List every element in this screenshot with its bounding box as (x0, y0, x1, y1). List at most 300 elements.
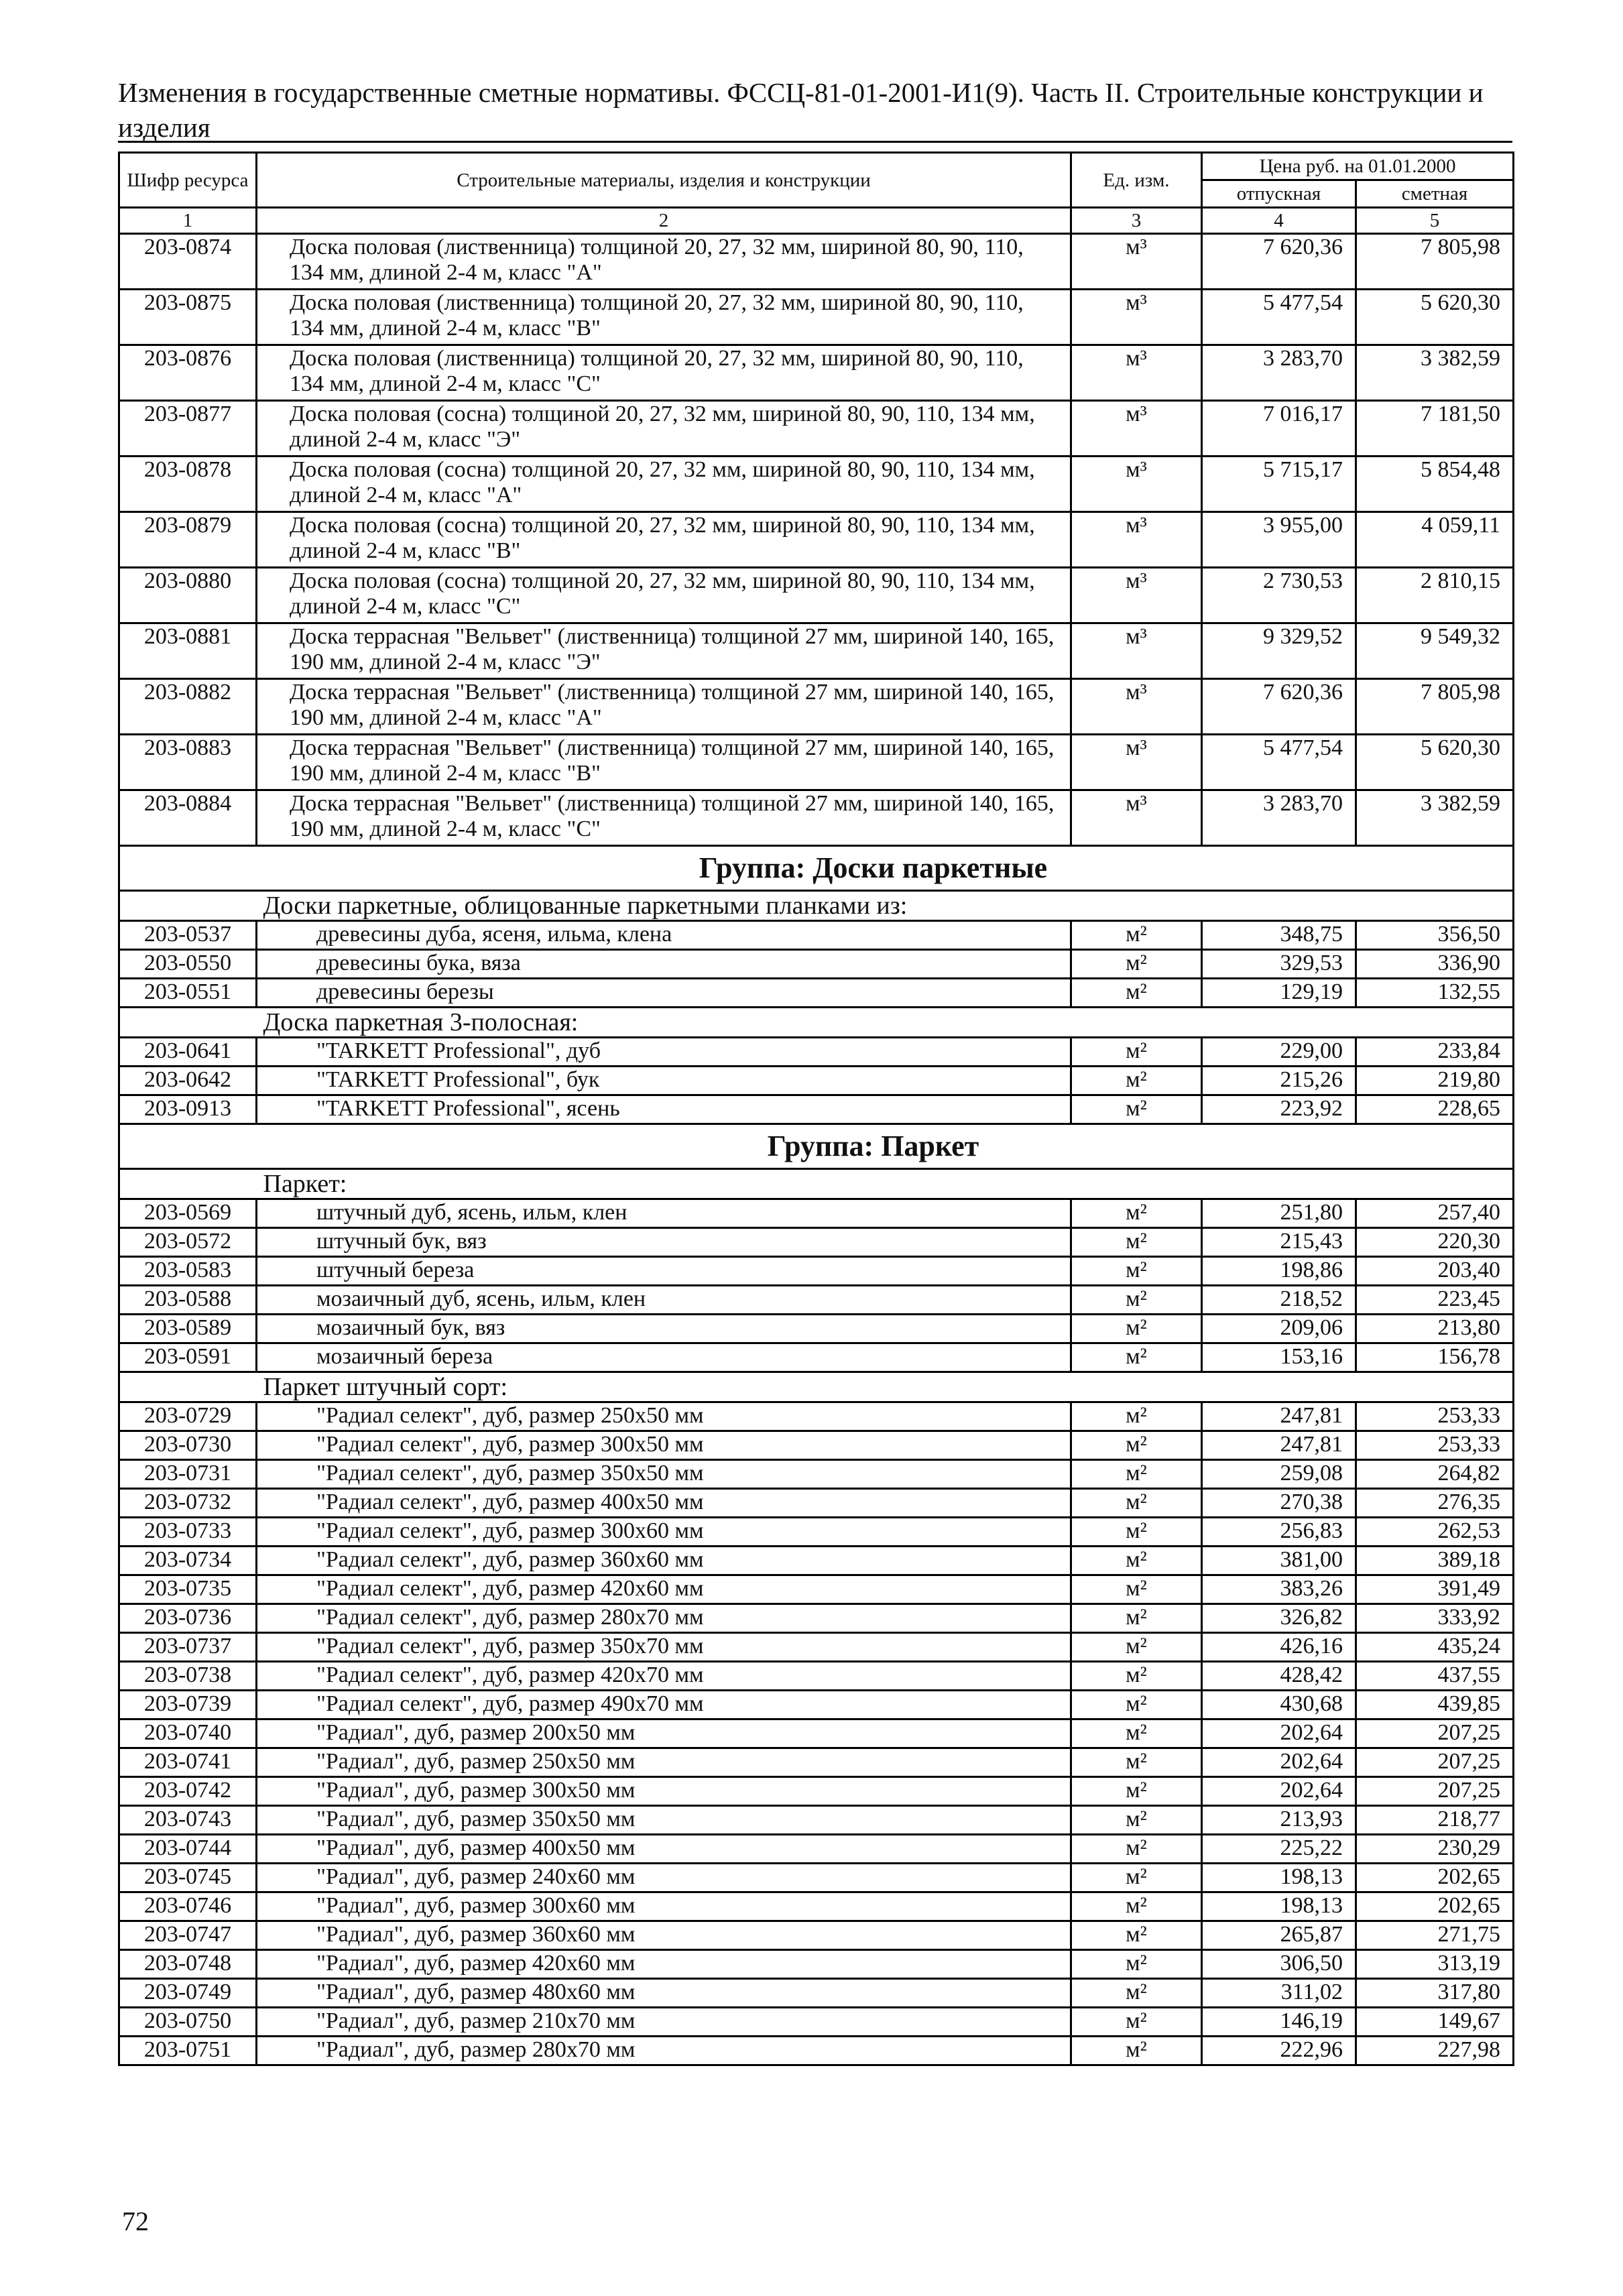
material-name: "Радиал", дуб, размер 250х50 мм (257, 1748, 1071, 1777)
unit-of-measure: м² (1071, 1460, 1202, 1489)
estimate-price: 317,80 (1356, 1979, 1514, 2008)
table-header-row (119, 153, 1514, 180)
unit-of-measure: м² (1071, 1067, 1202, 1095)
table-row (119, 568, 1514, 623)
estimate-price: 435,24 (1356, 1633, 1514, 1662)
release-price: 153,16 (1202, 1343, 1356, 1372)
resource-code: 203-0744 (119, 1835, 257, 1864)
estimate-price: 389,18 (1356, 1547, 1514, 1575)
resource-code: 203-0883 (119, 735, 257, 790)
column-number: 3 (1071, 208, 1202, 234)
subheading-spacer (119, 1008, 257, 1038)
unit-of-measure: м³ (1071, 568, 1202, 623)
table-row (119, 1921, 1514, 1950)
estimate-price: 2 810,15 (1356, 568, 1514, 623)
subheading-spacer (119, 891, 257, 921)
material-name: Доска половая (лиственница) толщиной 20, 27, 32 мм, шириной 80, 90, 110, 134 мм, длиной 2-4 м, класс "А" (257, 234, 1071, 290)
table-row (119, 1460, 1514, 1489)
resource-code: 203-0751 (119, 2037, 257, 2065)
table-row (119, 234, 1514, 290)
unit-of-measure: м³ (1071, 623, 1202, 679)
material-name: "Радиал селект", дуб, размер 250х50 мм (257, 1402, 1071, 1431)
material-name: древесины березы (257, 979, 1071, 1008)
estimate-price: 257,40 (1356, 1199, 1514, 1228)
table-row (119, 1575, 1514, 1604)
release-price: 223,92 (1202, 1095, 1356, 1124)
resource-code: 203-0738 (119, 1662, 257, 1691)
release-price: 229,00 (1202, 1038, 1356, 1067)
material-name: мозаичный береза (257, 1343, 1071, 1372)
resource-code: 203-0572 (119, 1228, 257, 1257)
table-row (119, 921, 1514, 950)
table-row (119, 1892, 1514, 1921)
release-price: 202,64 (1202, 1719, 1356, 1748)
resource-code: 203-0748 (119, 1950, 257, 1979)
subheading-text: Паркет: (257, 1169, 1514, 1199)
release-price: 306,50 (1202, 1950, 1356, 1979)
unit-of-measure: м² (1071, 1662, 1202, 1691)
material-name: "Радиал", дуб, размер 400х50 мм (257, 1835, 1071, 1864)
estimate-price: 439,85 (1356, 1691, 1514, 1719)
resource-code: 203-0749 (119, 1979, 257, 2008)
table-row (119, 1257, 1514, 1286)
estimate-price: 132,55 (1356, 979, 1514, 1008)
estimate-price: 264,82 (1356, 1460, 1514, 1489)
table-row (119, 1547, 1514, 1575)
table-row (119, 2008, 1514, 2037)
release-price: 247,81 (1202, 1402, 1356, 1431)
table-row (119, 1662, 1514, 1691)
material-name: "Радиал селект", дуб, размер 350х50 мм (257, 1460, 1071, 1489)
estimate-price: 9 549,32 (1356, 623, 1514, 679)
table-row (119, 1748, 1514, 1777)
unit-of-measure: м² (1071, 1547, 1202, 1575)
estimate-price: 3 382,59 (1356, 345, 1514, 401)
resource-code: 203-0642 (119, 1067, 257, 1095)
resource-code: 203-0740 (119, 1719, 257, 1748)
estimate-price: 437,55 (1356, 1662, 1514, 1691)
table-row (119, 979, 1514, 1008)
material-name: штучный береза (257, 1257, 1071, 1286)
unit-of-measure: м² (1071, 1095, 1202, 1124)
group-heading: Группа: Паркет (119, 1124, 1514, 1169)
estimate-price: 213,80 (1356, 1315, 1514, 1343)
table-row (119, 1199, 1514, 1228)
material-name: Доска половая (лиственница) толщиной 20, 27, 32 мм, шириной 80, 90, 110, 134 мм, длиной 2-4 м, класс "В" (257, 290, 1071, 345)
unit-of-measure: м² (1071, 1979, 1202, 2008)
unit-of-measure: м² (1071, 1038, 1202, 1067)
table-row (119, 345, 1514, 401)
unit-of-measure: м² (1071, 1950, 1202, 1979)
unit-of-measure: м² (1071, 1806, 1202, 1835)
resource-code: 203-0913 (119, 1095, 257, 1124)
material-name: "Радиал селект", дуб, размер 300х60 мм (257, 1518, 1071, 1547)
unit-of-measure: м² (1071, 1343, 1202, 1372)
estimate-price: 233,84 (1356, 1038, 1514, 1067)
resource-code: 203-0876 (119, 345, 257, 401)
subheading-spacer (119, 1169, 257, 1199)
release-price: 311,02 (1202, 1979, 1356, 2008)
estimate-price: 207,25 (1356, 1777, 1514, 1806)
resource-code: 203-0879 (119, 512, 257, 568)
estimate-price: 223,45 (1356, 1286, 1514, 1315)
resource-code: 203-0881 (119, 623, 257, 679)
estimate-price: 203,40 (1356, 1257, 1514, 1286)
estimate-price: 391,49 (1356, 1575, 1514, 1604)
estimate-price: 228,65 (1356, 1095, 1514, 1124)
release-price: 428,42 (1202, 1662, 1356, 1691)
resource-code: 203-0743 (119, 1806, 257, 1835)
material-name: "Радиал селект", дуб, размер 300х50 мм (257, 1431, 1071, 1460)
release-price: 146,19 (1202, 2008, 1356, 2037)
material-name: "Радиал", дуб, размер 210х70 мм (257, 2008, 1071, 2037)
table-row (119, 1864, 1514, 1892)
subheading-row (119, 1008, 1514, 1038)
release-price: 209,06 (1202, 1315, 1356, 1343)
release-price: 198,13 (1202, 1892, 1356, 1921)
estimate-price: 3 382,59 (1356, 790, 1514, 846)
material-name: Доска террасная "Вельвет" (лиственница) толщиной 27 мм, шириной 140, 165, 190 мм, длиной 2-4 м, класс "С" (257, 790, 1071, 846)
subheading-text: Доски паркетные, облицованные паркетными планками из: (257, 891, 1514, 921)
material-name: "Радиал селект", дуб, размер 280х70 мм (257, 1604, 1071, 1633)
unit-of-measure: м³ (1071, 679, 1202, 735)
column-number: 1 (119, 208, 257, 234)
table-row (119, 1228, 1514, 1257)
estimate-price: 5 620,30 (1356, 290, 1514, 345)
subheading-text: Паркет штучный сорт: (257, 1372, 1514, 1402)
release-price: 383,26 (1202, 1575, 1356, 1604)
material-name: древесины бука, вяза (257, 950, 1071, 979)
resource-code: 203-0569 (119, 1199, 257, 1228)
resource-code: 203-0878 (119, 457, 257, 512)
estimate-price: 5 854,48 (1356, 457, 1514, 512)
material-name: "TARKETT Professional", бук (257, 1067, 1071, 1095)
price-table-body (119, 153, 1514, 2065)
unit-of-measure: м³ (1071, 290, 1202, 345)
group-heading-row (119, 846, 1514, 891)
group-heading-row (119, 1124, 1514, 1169)
resource-code: 203-0730 (119, 1431, 257, 1460)
resource-code: 203-0583 (119, 1257, 257, 1286)
unit-of-measure: м² (1071, 1604, 1202, 1633)
estimate-price: 5 620,30 (1356, 735, 1514, 790)
subheading-row (119, 891, 1514, 921)
resource-code: 203-0591 (119, 1343, 257, 1372)
resource-code: 203-0745 (119, 1864, 257, 1892)
estimate-price: 207,25 (1356, 1719, 1514, 1748)
material-name: "TARKETT Professional", ясень (257, 1095, 1071, 1124)
column-number: 5 (1356, 208, 1514, 234)
table-row (119, 1604, 1514, 1633)
estimate-price: 276,35 (1356, 1489, 1514, 1518)
table-row (119, 1067, 1514, 1095)
estimate-price: 218,77 (1356, 1806, 1514, 1835)
estimate-price: 333,92 (1356, 1604, 1514, 1633)
estimate-price: 7 181,50 (1356, 401, 1514, 457)
material-name: "Радиал", дуб, размер 480х60 мм (257, 1979, 1071, 2008)
material-name: Доска террасная "Вельвет" (лиственница) толщиной 27 мм, шириной 140, 165, 190 мм, длиной 2-4 м, класс "В" (257, 735, 1071, 790)
table-row (119, 950, 1514, 979)
resource-code: 203-0880 (119, 568, 257, 623)
resource-code: 203-0877 (119, 401, 257, 457)
estimate-price: 253,33 (1356, 1402, 1514, 1431)
estimate-price: 156,78 (1356, 1343, 1514, 1372)
resource-code: 203-0641 (119, 1038, 257, 1067)
release-price: 129,19 (1202, 979, 1356, 1008)
release-price: 7 620,36 (1202, 234, 1356, 290)
table-row (119, 1691, 1514, 1719)
table-row (119, 1777, 1514, 1806)
release-price: 225,22 (1202, 1835, 1356, 1864)
unit-of-measure: м² (1071, 1489, 1202, 1518)
table-row (119, 790, 1514, 846)
unit-of-measure: м² (1071, 1777, 1202, 1806)
release-price: 215,26 (1202, 1067, 1356, 1095)
unit-of-measure: м² (1071, 921, 1202, 950)
estimate-price: 262,53 (1356, 1518, 1514, 1547)
resource-code: 203-0729 (119, 1402, 257, 1431)
table-row (119, 1095, 1514, 1124)
unit-of-measure: м³ (1071, 345, 1202, 401)
release-price: 2 730,53 (1202, 568, 1356, 623)
release-price: 202,64 (1202, 1748, 1356, 1777)
price-table (118, 152, 1514, 2066)
material-name: Доска террасная "Вельвет" (лиственница) толщиной 27 мм, шириной 140, 165, 190 мм, длиной 2-4 м, класс "Э" (257, 623, 1071, 679)
unit-of-measure: м² (1071, 1286, 1202, 1315)
release-price: 3 283,70 (1202, 345, 1356, 401)
unit-of-measure: м² (1071, 2008, 1202, 2037)
table-row (119, 457, 1514, 512)
resource-code: 203-0735 (119, 1575, 257, 1604)
group-heading: Группа: Доски паркетные (119, 846, 1514, 891)
release-price: 381,00 (1202, 1547, 1356, 1575)
unit-of-measure: м² (1071, 2037, 1202, 2065)
table-row (119, 1950, 1514, 1979)
material-name: "Радиал", дуб, размер 280х70 мм (257, 2037, 1071, 2065)
table-row (119, 1315, 1514, 1343)
resource-code: 203-0746 (119, 1892, 257, 1921)
material-name: Доска половая (сосна) толщиной 20, 27, 32 мм, шириной 80, 90, 110, 134 мм, длиной 2-4 м, класс "А" (257, 457, 1071, 512)
column-header-unit: Ед. изм. (1071, 153, 1202, 208)
resource-code: 203-0875 (119, 290, 257, 345)
unit-of-measure: м² (1071, 1315, 1202, 1343)
release-price: 247,81 (1202, 1431, 1356, 1460)
estimate-price: 230,29 (1356, 1835, 1514, 1864)
unit-of-measure: м³ (1071, 234, 1202, 290)
resource-code: 203-0731 (119, 1460, 257, 1489)
resource-code: 203-0874 (119, 234, 257, 290)
column-header-name: Строительные материалы, изделия и конструкции (257, 153, 1071, 208)
release-price: 5 477,54 (1202, 290, 1356, 345)
material-name: Доска половая (сосна) толщиной 20, 27, 32 мм, шириной 80, 90, 110, 134 мм, длиной 2-4 м, класс "В" (257, 512, 1071, 568)
resource-code: 203-0884 (119, 790, 257, 846)
estimate-price: 227,98 (1356, 2037, 1514, 2065)
material-name: "Радиал", дуб, размер 350х50 мм (257, 1806, 1071, 1835)
resource-code: 203-0882 (119, 679, 257, 735)
release-price: 270,38 (1202, 1489, 1356, 1518)
unit-of-measure: м² (1071, 1431, 1202, 1460)
unit-of-measure: м² (1071, 1864, 1202, 1892)
material-name: "Радиал", дуб, размер 420х60 мм (257, 1950, 1071, 1979)
table-row (119, 1038, 1514, 1067)
unit-of-measure: м² (1071, 979, 1202, 1008)
unit-of-measure: м² (1071, 1199, 1202, 1228)
material-name: "Радиал селект", дуб, размер 490х70 мм (257, 1691, 1071, 1719)
release-price: 198,13 (1202, 1864, 1356, 1892)
unit-of-measure: м³ (1071, 457, 1202, 512)
table-row (119, 401, 1514, 457)
resource-code: 203-0750 (119, 2008, 257, 2037)
page-number: 72 (122, 2206, 149, 2236)
table-row (119, 1633, 1514, 1662)
material-name: "Радиал селект", дуб, размер 420х60 мм (257, 1575, 1071, 1604)
estimate-price: 202,65 (1356, 1892, 1514, 1921)
unit-of-measure: м² (1071, 1748, 1202, 1777)
release-price: 5 715,17 (1202, 457, 1356, 512)
material-name: "TARKETT Professional", дуб (257, 1038, 1071, 1067)
material-name: древесины дуба, ясеня, ильма, клена (257, 921, 1071, 950)
table-row (119, 1286, 1514, 1315)
material-name: Доска половая (сосна) толщиной 20, 27, 32 мм, шириной 80, 90, 110, 134 мм, длиной 2-4 м, класс "Э" (257, 401, 1071, 457)
material-name: Доска половая (лиственница) толщиной 20, 27, 32 мм, шириной 80, 90, 110, 134 мм, длиной 2-4 м, класс "С" (257, 345, 1071, 401)
material-name: Доска террасная "Вельвет" (лиственница) толщиной 27 мм, шириной 140, 165, 190 мм, длиной 2-4 м, класс "А" (257, 679, 1071, 735)
material-name: штучный бук, вяз (257, 1228, 1071, 1257)
release-price: 218,52 (1202, 1286, 1356, 1315)
column-header-release-price: отпускная (1202, 180, 1356, 208)
unit-of-measure: м³ (1071, 401, 1202, 457)
release-price: 198,86 (1202, 1257, 1356, 1286)
release-price: 9 329,52 (1202, 623, 1356, 679)
estimate-price: 336,90 (1356, 950, 1514, 979)
material-name: "Радиал селект", дуб, размер 350х70 мм (257, 1633, 1071, 1662)
material-name: "Радиал", дуб, размер 200х50 мм (257, 1719, 1071, 1748)
resource-code: 203-0741 (119, 1748, 257, 1777)
table-row (119, 1719, 1514, 1748)
resource-code: 203-0551 (119, 979, 257, 1008)
material-name: мозаичный дуб, ясень, ильм, клен (257, 1286, 1071, 1315)
column-header-estimate-price: сметная (1356, 180, 1514, 208)
estimate-price: 4 059,11 (1356, 512, 1514, 568)
unit-of-measure: м² (1071, 1575, 1202, 1604)
release-price: 348,75 (1202, 921, 1356, 950)
resource-code: 203-0732 (119, 1489, 257, 1518)
release-price: 202,64 (1202, 1777, 1356, 1806)
material-name: "Радиал", дуб, размер 360х60 мм (257, 1921, 1071, 1950)
subheading-spacer (119, 1372, 257, 1402)
release-price: 3 283,70 (1202, 790, 1356, 846)
column-header-price: Цена руб. на 01.01.2000 (1202, 153, 1514, 180)
column-number: 2 (257, 208, 1071, 234)
table-row (119, 679, 1514, 735)
table-row (119, 1489, 1514, 1518)
unit-of-measure: м² (1071, 1228, 1202, 1257)
resource-code: 203-0739 (119, 1691, 257, 1719)
subheading-text: Доска паркетная 3-полосная: (257, 1008, 1514, 1038)
release-price: 329,53 (1202, 950, 1356, 979)
resource-code: 203-0589 (119, 1315, 257, 1343)
resource-code: 203-0734 (119, 1547, 257, 1575)
material-name: штучный дуб, ясень, ильм, клен (257, 1199, 1071, 1228)
material-name: "Радиал селект", дуб, размер 400х50 мм (257, 1489, 1071, 1518)
material-name: мозаичный бук, вяз (257, 1315, 1071, 1343)
resource-code: 203-0747 (119, 1921, 257, 1950)
release-price: 213,93 (1202, 1806, 1356, 1835)
unit-of-measure: м² (1071, 1402, 1202, 1431)
subheading-row (119, 1372, 1514, 1402)
table-row (119, 1518, 1514, 1547)
estimate-price: 219,80 (1356, 1067, 1514, 1095)
resource-code: 203-0537 (119, 921, 257, 950)
unit-of-measure: м² (1071, 1719, 1202, 1748)
unit-of-measure: м³ (1071, 735, 1202, 790)
document-header: Изменения в государственные сметные нормативы. ФССЦ-81-01-2001-И1(9). Часть II. Строительные конструкции и изделия (118, 77, 1484, 143)
resource-code: 203-0733 (119, 1518, 257, 1547)
estimate-price: 313,19 (1356, 1950, 1514, 1979)
release-price: 3 955,00 (1202, 512, 1356, 568)
material-name: "Радиал", дуб, размер 240х60 мм (257, 1864, 1071, 1892)
column-number: 4 (1202, 208, 1356, 234)
release-price: 326,82 (1202, 1604, 1356, 1633)
unit-of-measure: м² (1071, 1633, 1202, 1662)
estimate-price: 356,50 (1356, 921, 1514, 950)
release-price: 5 477,54 (1202, 735, 1356, 790)
material-name: "Радиал селект", дуб, размер 420х70 мм (257, 1662, 1071, 1691)
release-price: 256,83 (1202, 1518, 1356, 1547)
material-name: "Радиал", дуб, размер 300х60 мм (257, 1892, 1071, 1921)
table-row (119, 1835, 1514, 1864)
table-row (119, 512, 1514, 568)
table-row (119, 1806, 1514, 1835)
estimate-price: 202,65 (1356, 1864, 1514, 1892)
estimate-price: 7 805,98 (1356, 679, 1514, 735)
release-price: 430,68 (1202, 1691, 1356, 1719)
release-price: 7 620,36 (1202, 679, 1356, 735)
column-header-code: Шифр ресурса (119, 153, 257, 208)
estimate-price: 149,67 (1356, 2008, 1514, 2037)
unit-of-measure: м² (1071, 1518, 1202, 1547)
resource-code: 203-0737 (119, 1633, 257, 1662)
table-row (119, 1979, 1514, 2008)
table-row (119, 623, 1514, 679)
table-row (119, 290, 1514, 345)
resource-code: 203-0588 (119, 1286, 257, 1315)
unit-of-measure: м² (1071, 1835, 1202, 1864)
unit-of-measure: м² (1071, 1892, 1202, 1921)
table-row (119, 1343, 1514, 1372)
release-price: 215,43 (1202, 1228, 1356, 1257)
resource-code: 203-0736 (119, 1604, 257, 1633)
estimate-price: 253,33 (1356, 1431, 1514, 1460)
column-numbers-row (119, 208, 1514, 234)
unit-of-measure: м² (1071, 1691, 1202, 1719)
material-name: "Радиал селект", дуб, размер 360х60 мм (257, 1547, 1071, 1575)
header-rule (118, 141, 1512, 143)
estimate-price: 207,25 (1356, 1748, 1514, 1777)
table-row (119, 2037, 1514, 2065)
release-price: 265,87 (1202, 1921, 1356, 1950)
unit-of-measure: м³ (1071, 512, 1202, 568)
estimate-price: 220,30 (1356, 1228, 1514, 1257)
estimate-price: 271,75 (1356, 1921, 1514, 1950)
estimate-price: 7 805,98 (1356, 234, 1514, 290)
release-price: 7 016,17 (1202, 401, 1356, 457)
resource-code: 203-0742 (119, 1777, 257, 1806)
unit-of-measure: м² (1071, 1257, 1202, 1286)
release-price: 259,08 (1202, 1460, 1356, 1489)
material-name: Доска половая (сосна) толщиной 20, 27, 32 мм, шириной 80, 90, 110, 134 мм, длиной 2-4 м, класс "С" (257, 568, 1071, 623)
unit-of-measure: м² (1071, 950, 1202, 979)
table-row (119, 735, 1514, 790)
